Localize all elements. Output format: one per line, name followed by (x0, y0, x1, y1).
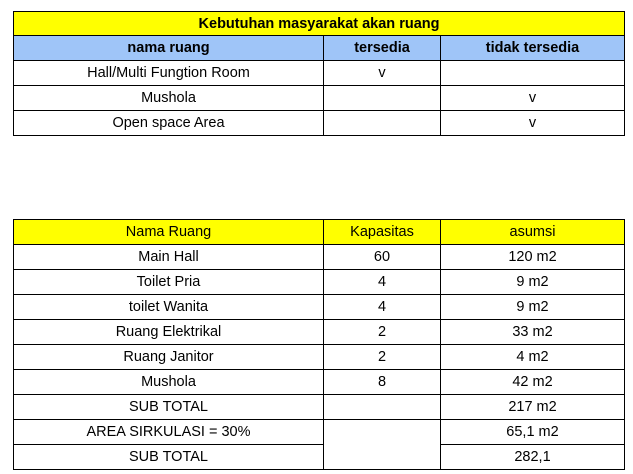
cell-available (324, 111, 441, 136)
table-row (14, 345, 625, 370)
table-row (14, 370, 625, 395)
header-tersedia: tersedia (324, 36, 441, 61)
circulation-label: AREA SIRKULASI = 30% (14, 420, 324, 445)
subtotal-row (14, 395, 625, 420)
merged-empty-cell (324, 420, 441, 470)
cell-capacity: 8 (324, 370, 441, 395)
header-nama-ruang: nama ruang (14, 36, 324, 61)
cell-area: 9 m2 (441, 270, 625, 295)
cell-room-name: Ruang Janitor (14, 345, 324, 370)
table-row (14, 245, 625, 270)
table-row (14, 295, 625, 320)
grand-subtotal-label: SUB TOTAL (14, 445, 324, 470)
cell-room-name: Main Hall (14, 245, 324, 270)
empty-cell (324, 395, 441, 420)
cell-unavailable: v (441, 111, 625, 136)
cell-unavailable: v (441, 86, 625, 111)
header-row (14, 220, 625, 245)
cell-capacity: 2 (324, 320, 441, 345)
cell-room-name: Mushola (14, 86, 324, 111)
cell-unavailable (441, 61, 625, 86)
room-capacity-table (13, 219, 625, 470)
table-row (14, 61, 625, 86)
cell-area: 120 m2 (441, 245, 625, 270)
cell-area: 4 m2 (441, 345, 625, 370)
table-title: Kebutuhan masyarakat akan ruang (14, 12, 625, 36)
cell-room-name: Mushola (14, 370, 324, 395)
circulation-row (14, 420, 625, 445)
cell-capacity: 2 (324, 345, 441, 370)
cell-capacity: 60 (324, 245, 441, 270)
cell-room-name: Open space Area (14, 111, 324, 136)
header-asumsi: asumsi (441, 220, 625, 245)
grand-subtotal-value: 282,1 (441, 445, 625, 470)
cell-area: 33 m2 (441, 320, 625, 345)
cell-capacity: 4 (324, 270, 441, 295)
cell-available: v (324, 61, 441, 86)
table-row (14, 86, 625, 111)
cell-room-name: Ruang Elektrikal (14, 320, 324, 345)
header-tidak-tersedia: tidak tersedia (441, 36, 625, 61)
header-kapasitas: Kapasitas (324, 220, 441, 245)
space-needs-table (13, 11, 625, 136)
grand-subtotal-row (14, 445, 625, 470)
table-row (14, 270, 625, 295)
cell-room-name: toilet Wanita (14, 295, 324, 320)
cell-available (324, 86, 441, 111)
table-title-row (14, 12, 625, 36)
circulation-value: 65,1 m2 (441, 420, 625, 445)
cell-capacity: 4 (324, 295, 441, 320)
cell-area: 42 m2 (441, 370, 625, 395)
cell-room-name: Toilet Pria (14, 270, 324, 295)
header-nama-ruang: Nama Ruang (14, 220, 324, 245)
table-row (14, 320, 625, 345)
cell-room-name: Hall/Multi Fungtion Room (14, 61, 324, 86)
table-row (14, 111, 625, 136)
subtotal-label: SUB TOTAL (14, 395, 324, 420)
header-row (14, 36, 625, 61)
cell-area: 9 m2 (441, 295, 625, 320)
subtotal-value: 217 m2 (441, 395, 625, 420)
